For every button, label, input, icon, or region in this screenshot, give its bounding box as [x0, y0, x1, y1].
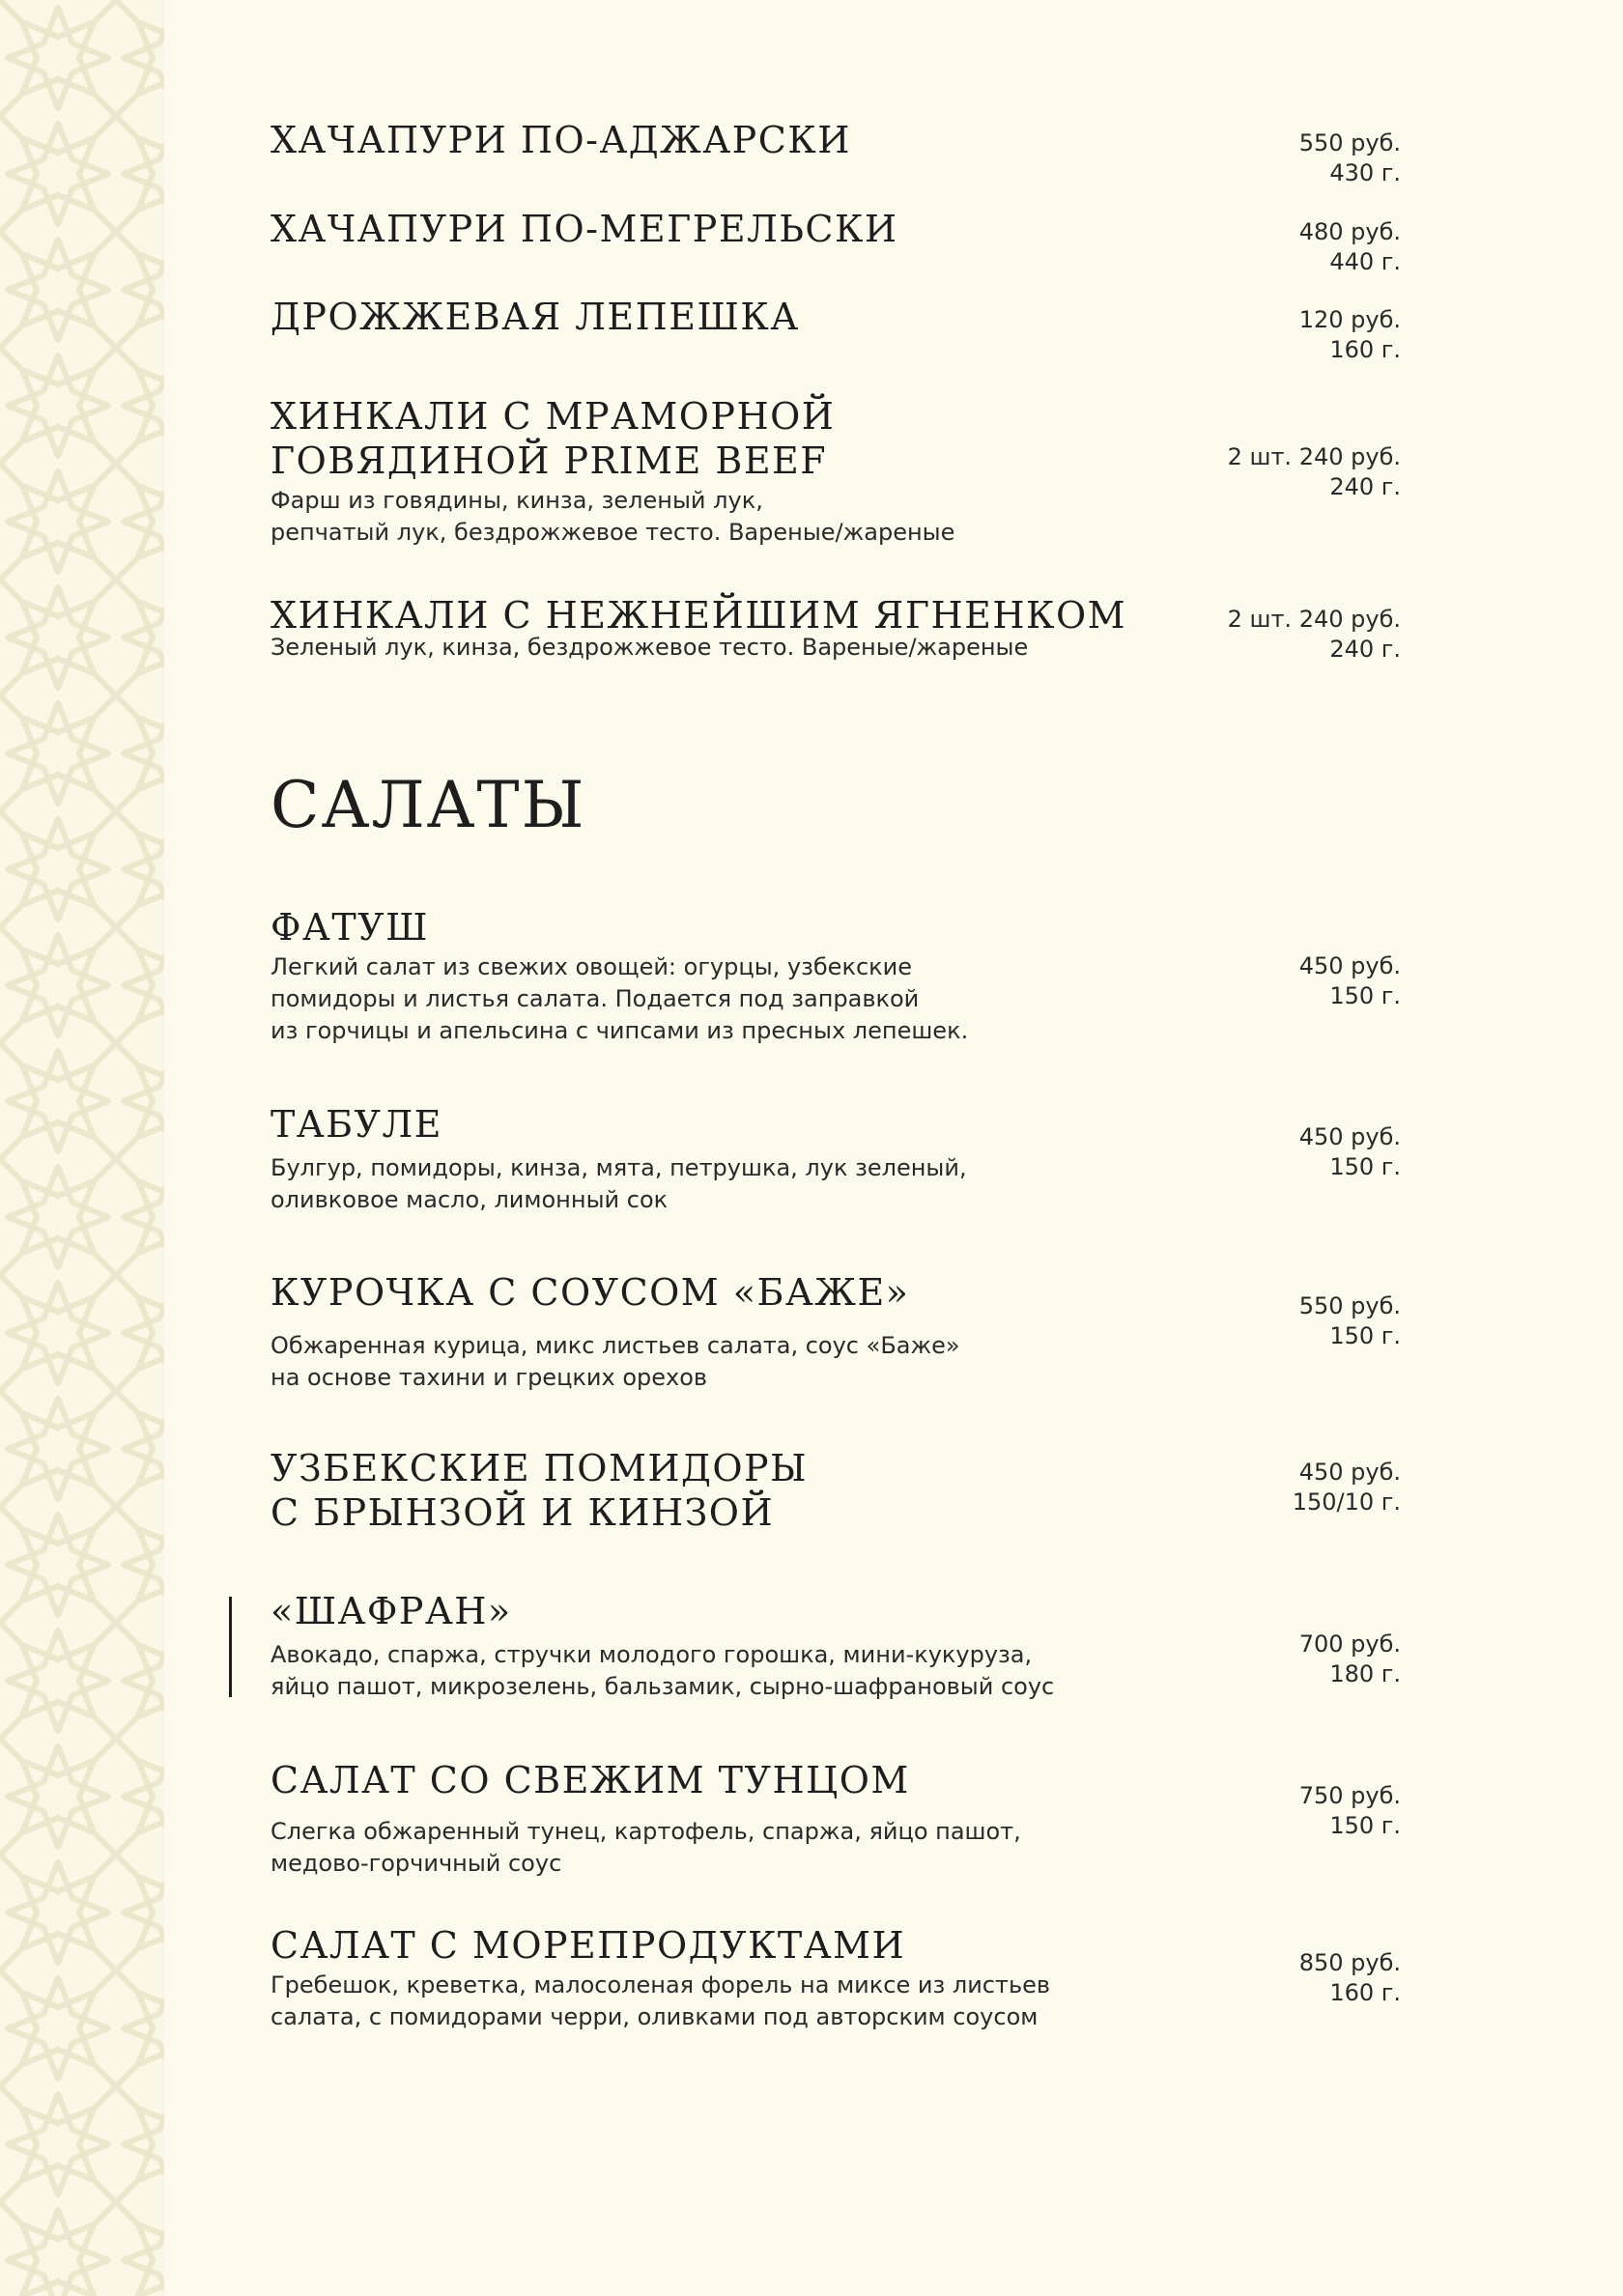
item-price	[1299, 1630, 1401, 1689]
price: 850 руб.	[1298, 1949, 1401, 1976]
item-price	[1299, 951, 1401, 1011]
item-title: ДРОЖЖЕВАЯ ЛЕПЕШКА	[270, 296, 800, 338]
weight: 150 г.	[1329, 982, 1401, 1009]
item-description: Гребешок, креветка, малосоленая форель на миксе из листьев салата, с помидорами черри, оливками под авторским соусом	[270, 1971, 1051, 2030]
menu-item	[270, 295, 1401, 363]
weight: 180 г.	[1329, 1660, 1401, 1687]
price: 2 шт. 240 руб.	[1227, 606, 1401, 633]
item-price	[1293, 1458, 1401, 1517]
item-price	[1228, 605, 1401, 665]
price: 550 руб.	[1298, 129, 1401, 156]
menu-item	[270, 1758, 1401, 1880]
price: 550 руб.	[1298, 1292, 1401, 1319]
price: 750 руб.	[1298, 1782, 1401, 1809]
item-title: САЛАТ С МОРЕПРОДУКТАМИ	[270, 1924, 906, 1967]
item-description: Зеленый лук, кинза, бездрожжевое тесто. Вареные/жареные	[270, 634, 1029, 661]
item-price	[1228, 442, 1401, 502]
item-description: Авокадо, спаржа, стручки молодого горошка, мини-кукуруза, яйцо пашот, микрозелень, бальзамик, сырно-шафрановый соус	[270, 1641, 1055, 1700]
item-price	[1299, 217, 1401, 277]
weight: 430 г.	[1329, 159, 1401, 186]
section-heading-salads: САЛАТЫ	[270, 768, 586, 842]
weight: 160 г.	[1329, 336, 1401, 363]
item-description: Легкий салат из свежих овощей: огурцы, узбекские помидоры и листья салата. Подается под заправкой из горчицы и апельсина с чипсами из пресных лепешек.	[270, 953, 969, 1044]
weight: 160 г.	[1329, 1979, 1401, 2006]
weight: 150 г.	[1329, 1153, 1401, 1180]
item-description: Обжаренная курица, микс листьев салата, соус «Баже» на основе тахини и грецких орехов	[270, 1332, 960, 1391]
item-price	[1299, 1122, 1401, 1182]
weight: 150 г.	[1329, 1322, 1401, 1349]
item-title: ТАБУЛЕ	[270, 1103, 442, 1146]
item-title: ХАЧАПУРИ ПО-АДЖАРСКИ	[270, 119, 851, 161]
item-title: ХАЧАПУРИ ПО-МЕГРЕЛЬСКИ	[270, 208, 898, 250]
menu-item	[270, 207, 1401, 275]
side-marker-line	[229, 1597, 232, 1697]
item-price	[1299, 128, 1401, 188]
menu-item	[270, 118, 1401, 186]
item-description: Булгур, помидоры, кинза, мята, петрушка, лук зеленый, оливковое масло, лимонный сок	[270, 1154, 967, 1213]
price: 700 руб.	[1298, 1630, 1401, 1658]
weight: 440 г.	[1329, 248, 1401, 275]
menu-item	[270, 905, 1401, 1047]
item-price	[1299, 1948, 1401, 2008]
menu-item	[270, 1102, 1401, 1216]
item-title: ХИНКАЛИ С НЕЖНЕЙШИМ ЯГНЕНКОМ	[270, 594, 1127, 637]
price: 2 шт. 240 руб.	[1227, 443, 1401, 470]
price: 480 руб.	[1298, 218, 1401, 245]
menu-item	[270, 394, 1401, 549]
item-price	[1299, 1781, 1401, 1841]
weight: 150 г.	[1329, 1812, 1401, 1839]
item-price	[1299, 305, 1401, 365]
price: 450 руб.	[1298, 1123, 1401, 1150]
item-title: ХИНКАЛИ С МРАМОРНОЙ ГОВЯДИНОЙ PRIME BEEF	[270, 395, 836, 482]
weight: 150/10 г.	[1292, 1488, 1401, 1516]
menu-item	[270, 593, 1401, 664]
menu-item	[270, 1446, 1401, 1535]
item-title: «ШАФРАН»	[270, 1590, 512, 1632]
price: 450 руб.	[1298, 1459, 1401, 1486]
item-price	[1299, 1291, 1401, 1351]
item-title: КУРОЧКА С СОУСОМ «БАЖЕ»	[270, 1271, 910, 1314]
decorative-pattern	[0, 0, 164, 2296]
menu-item	[270, 1589, 1401, 1703]
item-title: ФАТУШ	[270, 906, 429, 949]
item-title: УЗБЕКСКИЕ ПОМИДОРЫ С БРЫНЗОЙ И КИНЗОЙ	[270, 1447, 808, 1534]
menu-item	[270, 1270, 1401, 1394]
item-description: Фарш из говядины, кинза, зеленый лук, репчатый лук, бездрожжевое тесто. Вареные/жареные	[270, 487, 955, 546]
item-title: САЛАТ СО СВЕЖИМ ТУНЦОМ	[270, 1759, 910, 1801]
price: 120 руб.	[1298, 306, 1401, 333]
item-description: Слегка обжаренный тунец, картофель, спаржа, яйцо пашот, медово-горчичный соус	[270, 1818, 1021, 1877]
menu-item	[270, 1923, 1401, 2033]
weight: 240 г.	[1329, 473, 1401, 500]
weight: 240 г.	[1329, 636, 1401, 663]
price: 450 руб.	[1298, 952, 1401, 979]
